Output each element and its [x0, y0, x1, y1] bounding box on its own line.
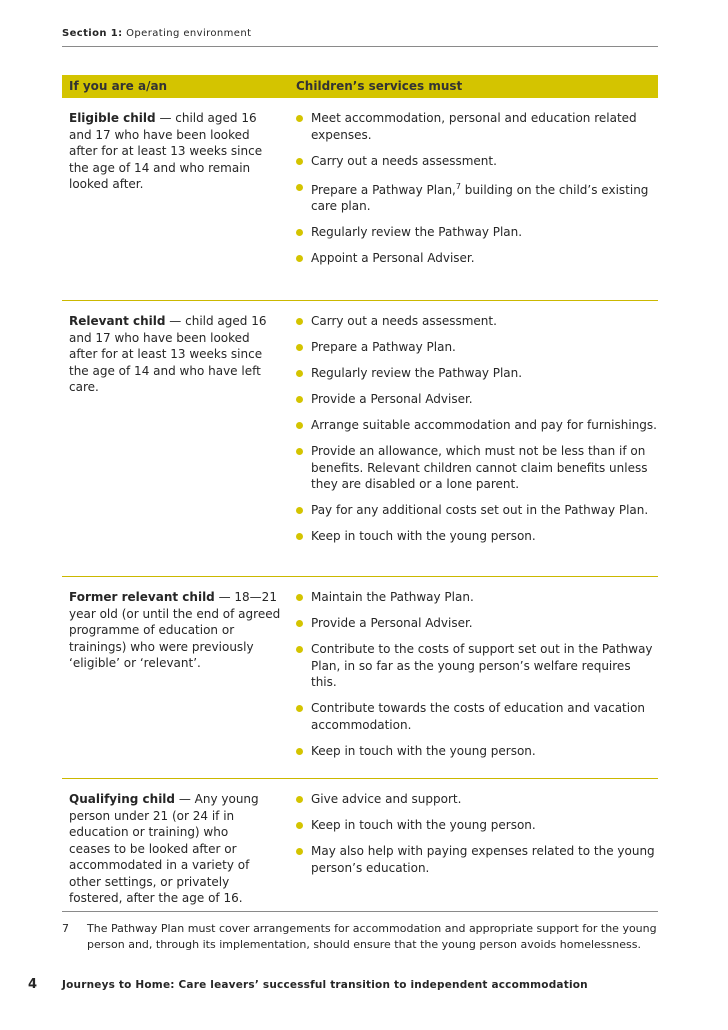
- list-item: Keep in touch with the young person.: [289, 743, 658, 760]
- status-description: — child aged 16 and 17 who have been looked after for at least 13 weeks since the age of 14 and who remain looked after.: [69, 111, 263, 191]
- bullet-icon: [296, 822, 303, 829]
- duties-cell: [289, 791, 658, 919]
- status-cell: [62, 110, 289, 300]
- list-item: Keep in touch with the young person.: [289, 528, 658, 545]
- column-header-status: If you are a/an: [69, 79, 168, 93]
- footnote-ref: 7: [455, 181, 461, 191]
- status-cell: [62, 791, 289, 919]
- status-term: Relevant child: [69, 314, 166, 328]
- status-description: — child aged 16 and 17 who have been looked after for at least 13 weeks since the age of 14 and who have left care.: [69, 314, 267, 394]
- page-number: 4: [28, 977, 38, 992]
- bullet-icon: [296, 255, 303, 262]
- duties-list: [289, 589, 658, 759]
- bullet-icon: [296, 507, 303, 514]
- table-row-qualifying: [62, 779, 658, 919]
- list-item: Give advice and support.: [289, 791, 658, 808]
- bullet-icon: [296, 344, 303, 351]
- table-row-relevant: [62, 301, 658, 577]
- footer-title: Journeys to Home: Care leavers’ successful transition to independent accommodation: [62, 979, 588, 991]
- bullet-icon: [296, 796, 303, 803]
- bullet-icon: [296, 533, 303, 540]
- duties-list: [289, 110, 658, 267]
- status-term: Eligible child: [69, 111, 156, 125]
- list-item: Keep in touch with the young person.: [289, 817, 658, 834]
- list-item: Maintain the Pathway Plan.: [289, 589, 658, 606]
- list-item: Provide an allowance, which must not be less than if on benefits. Relevant children cannot claim benefits unless they are disabled or a lone parent.: [289, 443, 658, 493]
- section-title: Operating environment: [126, 28, 252, 39]
- bullet-icon: [296, 184, 303, 191]
- list-item: Prepare a Pathway Plan,$^7$ building on the child’s existing care plan.: [289, 179, 658, 215]
- duties-cell: [289, 110, 658, 300]
- list-item: May also help with paying expenses related to the young person’s education.: [289, 843, 658, 876]
- bullet-icon: [296, 115, 303, 122]
- status-cell: [62, 313, 289, 576]
- bullet-icon: [296, 229, 303, 236]
- footnote-text: The Pathway Plan must cover arrangements for accommodation and appropriate support for the young person and, through its implementation, should ensure that the young person avoids homelessness.: [87, 922, 657, 951]
- list-item: Carry out a needs assessment.: [289, 153, 658, 170]
- list-item: Carry out a needs assessment.: [289, 313, 658, 330]
- list-item: Appoint a Personal Adviser.: [289, 250, 658, 267]
- status-term: Former relevant child: [69, 590, 215, 604]
- duties-list: [289, 313, 658, 545]
- bullet-icon: [296, 748, 303, 755]
- duties-cell: [289, 589, 658, 778]
- duties-cell: [289, 313, 658, 576]
- running-header: [62, 28, 658, 47]
- bullet-icon: [296, 448, 303, 455]
- status-term: Qualifying child: [69, 792, 176, 806]
- list-item: Regularly review the Pathway Plan.: [289, 365, 658, 382]
- footnote: [62, 911, 658, 953]
- bullet-icon: [296, 422, 303, 429]
- footnote-number: 7: [62, 922, 69, 935]
- bullet-icon: [296, 848, 303, 855]
- bullet-icon: [296, 705, 303, 712]
- list-item: Contribute to the costs of support set out in the Pathway Plan, in so far as the young person’s welfare requires this.: [289, 641, 658, 691]
- list-item: Pay for any additional costs set out in the Pathway Plan.: [289, 502, 658, 519]
- bullet-icon: [296, 396, 303, 403]
- list-item: Regularly review the Pathway Plan.: [289, 224, 658, 241]
- table-row-former-relevant: [62, 577, 658, 779]
- bullet-icon: [296, 646, 303, 653]
- status-cell: [62, 589, 289, 778]
- duties-table: [62, 75, 658, 919]
- status-description: — Any young person under 21 (or 24 if in education or training) who ceases to be looked after or accommodated in a variety of other settings, or privately fostered, after the age of 16.: [69, 792, 259, 905]
- table-header: [62, 75, 658, 98]
- bullet-icon: [296, 318, 303, 325]
- list-item: Provide a Personal Adviser.: [289, 391, 658, 408]
- section-label: Section 1:: [62, 28, 123, 39]
- list-item: Arrange suitable accommodation and pay for furnishings.: [289, 417, 658, 434]
- list-item: Contribute towards the costs of education and vacation accommodation.: [289, 700, 658, 733]
- list-item: Meet accommodation, personal and education related expenses.: [289, 110, 658, 143]
- bullet-icon: [296, 370, 303, 377]
- duties-list: [289, 791, 658, 876]
- list-item: Prepare a Pathway Plan.: [289, 339, 658, 356]
- list-item: Provide a Personal Adviser.: [289, 615, 658, 632]
- bullet-icon: [296, 158, 303, 165]
- bullet-icon: [296, 594, 303, 601]
- status-description: — 18—21 year old (or until the end of agreed programme of education or trainings) who were previously ‘eligible’ or ‘relevant’.: [69, 590, 281, 670]
- table-row-eligible: [62, 98, 658, 301]
- column-header-duties: Children’s services must: [289, 75, 658, 98]
- bullet-icon: [296, 620, 303, 627]
